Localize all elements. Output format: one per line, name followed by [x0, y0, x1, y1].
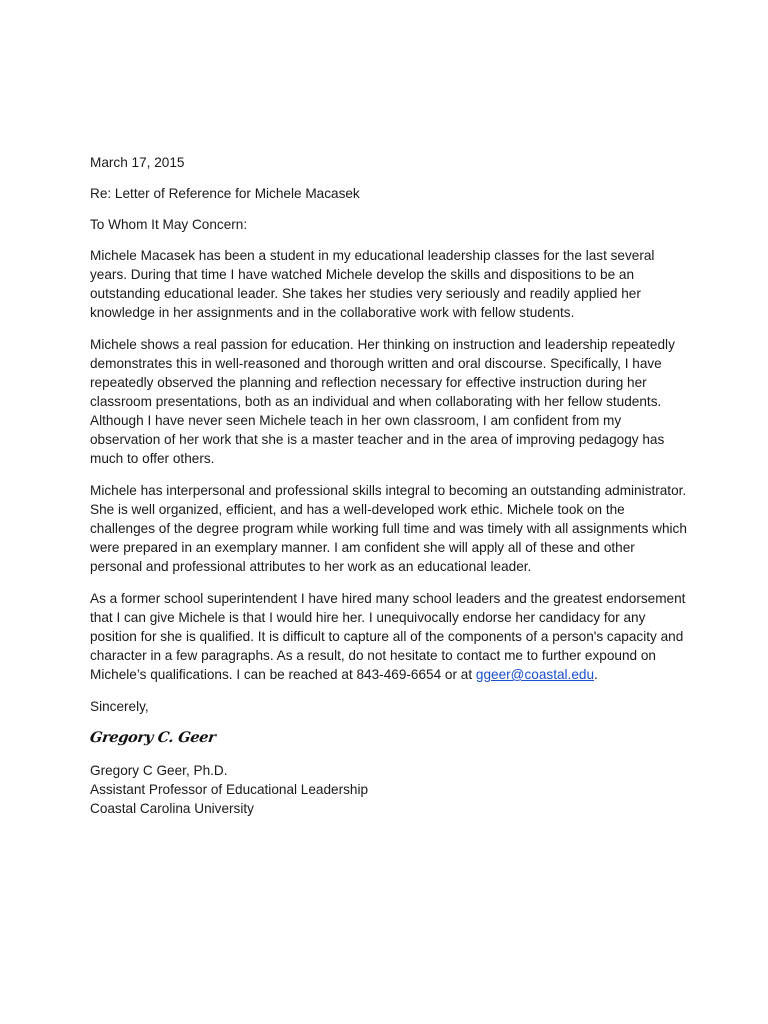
signer-institution: Coastal Carolina University	[90, 801, 254, 816]
closing: Sincerely,	[90, 699, 149, 714]
signature-block	[90, 761, 690, 818]
letter-date: March 17, 2015	[90, 155, 185, 170]
paragraph-1: Michele Macasek has been a student in my educational leadership classes for the last several years. During that time I have watched Michele develop the skills and dispositions to be an outstanding educational leader. She takes her studies very seriously and readily applied her knowledge in her assignments and in the collaborative work with fellow students.	[90, 248, 655, 320]
letter-body	[90, 153, 690, 818]
signer-name: Gregory C Geer, Ph.D.	[90, 763, 228, 778]
email-link[interactable]: ggeer@coastal.edu	[475, 667, 595, 682]
handwritten-signature: Gregory C. Geer	[88, 729, 217, 746]
letter-salutation: To Whom It May Concern:	[90, 217, 248, 232]
paragraph-4-text: As a former school superintendent I have hired many school leaders and the greatest endorsement that I can give Michele is that I would hire her. I unequivocally endorse her candidacy for any position for she is qualified. It is difficult to capture all of the components of a person's capacity and character in a few paragraphs. As a result, do not hesitate to contact me to further expound on Michele’s qualifications. I can be reached at 843-469-6654 or at	[90, 591, 686, 682]
paragraph-4	[90, 589, 690, 684]
signer-title: Assistant Professor of Educational Leadership	[90, 782, 369, 797]
paragraph-2: Michele shows a real passion for education. Her thinking on instruction and leadership repeatedly demonstrates this in well-reasoned and thorough written and oral discourse. Specifically, I have repeatedly observed the planning and reflection necessary for effective instruction during her classroom presentations, both as an individual and when collaborating with her fellow students. Although I have never seen Michele teach in her own classroom, I am confident from my observation of her work that she is a master teacher and in the area of improving pedagogy has much to offer others.	[90, 337, 675, 466]
paragraph-3: Michele has interpersonal and professional skills integral to becoming an outstanding administrator. She is well organized, efficient, and has a well-developed work ethic. Michele took on the challenges of the degree program while working full time and was timely with all assignments which were prepared in an exemplary manner. I am confident she will apply all of these and other personal and professional attributes to her work as an educational leader.	[90, 483, 687, 574]
letter-subject: Re: Letter of Reference for Michele Macasek	[90, 186, 360, 201]
email-trailing-period: .	[594, 667, 598, 682]
